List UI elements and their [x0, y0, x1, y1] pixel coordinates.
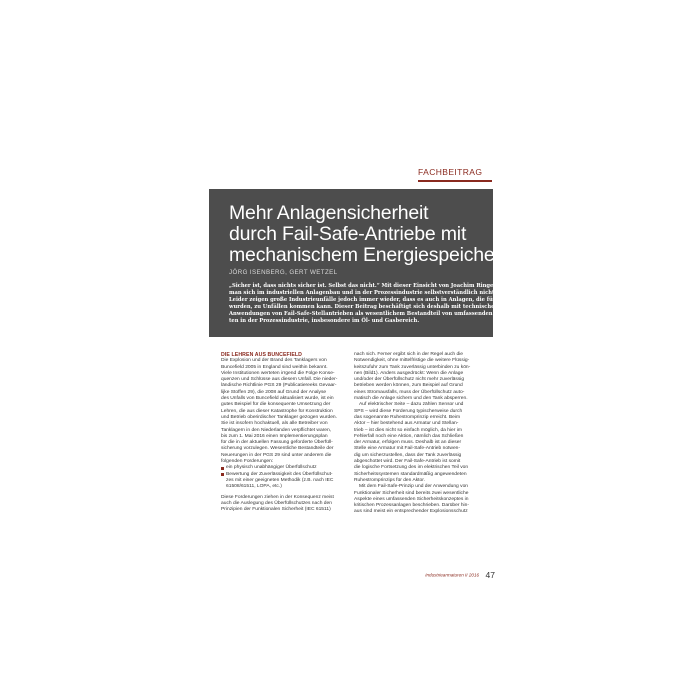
- lead-line: Leider zeigen große Industrieunfälle jedoch immer wieder, dass es auch in Anlagen, die für sicher gehalten: [229, 297, 543, 303]
- text-line: die logische Fortsetzung des im elektrischen Teil von: [354, 465, 469, 471]
- paragraph: [221, 495, 353, 514]
- text-line: Aspekte eines umfassenden Sicherheitskonzeptes in: [354, 496, 469, 502]
- section-heading: DIE LEHREN AUS BUNCEFIELD: [221, 352, 302, 358]
- article-title-line: mechanischem Energiespeicher: [229, 244, 501, 266]
- text-line: eines Stromausfalls, muss der Überfüllschutz auto-: [354, 389, 465, 395]
- body-column-left: [221, 352, 353, 513]
- text-line: das sogenannte Ruhestromprinzip erreicht. Beim: [354, 414, 461, 420]
- text-line: für die in der aktuellen Fassung geforderte Überfüll-: [221, 440, 333, 446]
- text-line: Auf elektrischer Seite – dazu zählen Sensor und: [359, 402, 464, 408]
- article-title: [229, 202, 501, 266]
- text-line: und Betrieb oberirdischer Tanklager gezogen wurden.: [221, 414, 337, 420]
- bullet-list: [221, 465, 353, 490]
- text-line: Stelle eine Armatur mit Fail-Safe-Antrieb notwen-: [354, 446, 461, 452]
- bullet-square-icon: [221, 467, 224, 470]
- bullet-text: zes mit einer geeigneten Methodik (z.B. nach IEC: [226, 477, 334, 483]
- text-line: Mit dem Fail-Safe-Prinzip und der Anwendung von: [359, 484, 469, 490]
- body-column-right: [354, 352, 486, 516]
- text-line: abgeschottet wird. Der Fail-Safe-Antrieb ist somit: [354, 459, 461, 465]
- article-lead: [229, 283, 551, 325]
- paragraph: [354, 402, 486, 484]
- text-line: folgenden Forderungen:: [221, 459, 274, 465]
- text-line: Die Explosion und der Brand des Tanklagers von: [221, 358, 327, 364]
- text-line: Notwendigkeit, ohne mittelfristige die weitere Flüssig-: [354, 358, 470, 364]
- section-tag: FACHBEITRAG: [418, 167, 483, 177]
- text-line: bis zum 1. Mai 2016 einen Implementierungsplan: [221, 433, 328, 439]
- text-line: nach sich. Ferner ergibt sich in der Regel auch die: [354, 352, 464, 357]
- bullet-text: ein physisch unabhängiger Überfüllschutz: [226, 465, 317, 471]
- text-line: ländische Richtlinie PGS 29 (Publicatiereeks Gevaar-: [221, 383, 337, 389]
- text-line: Prinzipien der Funktionalen Sicherheit (IEC 61511): [221, 507, 331, 513]
- text-line: Viele Institutionen werteten irrgend die Folge Konse-: [221, 370, 335, 376]
- text-line: Ruhestromprinzips für den Aktor.: [354, 477, 425, 483]
- text-line: SPS – wird diese Forderung typischerweise durch: [354, 408, 463, 414]
- text-line: lijke Stoffen 29), die 2008 auf Grund der Analyse: [221, 389, 327, 395]
- text-line: betrieben werden können, zum Beispiel auf Grund: [354, 383, 463, 389]
- bullet-square-icon: [221, 473, 224, 476]
- lead-line: wurden, zu Unfällen kommen kann. Dieser Beitrag beschäftigt sich deshalb mit technischen Konzepten und: [229, 304, 544, 310]
- text-line: dig um sicherzustellen, dass der Tank zuverlässig: [354, 452, 462, 458]
- text-line: Sie ist insofern hochaktuell, als alle Betreiber von: [221, 421, 328, 427]
- text-line: keitszufuhr zum Tank zuverlässig unterbinden zu kön-: [354, 364, 471, 370]
- lead-line: „Sicher ist, dass nichts sicher ist. Selbst das nicht.“ Mit dieser Einsicht von Joachim Ringelnatz kann und darf: [229, 283, 551, 289]
- paragraph: [354, 352, 486, 402]
- paragraph: [354, 484, 486, 515]
- text-line: Neuerungen in der PGS 29 sind unter anderem die: [221, 452, 332, 458]
- text-line: trieb – ist dies nicht so einfach möglich, da hier im: [354, 427, 462, 433]
- lead-line: man sich im industriellen Anlagenbau und in der Prozessindustrie selbstverständlich nicht zufrieden geben.: [229, 290, 546, 296]
- text-line: und/oder der Überfüllschutz nicht mehr zuverlässig: [354, 377, 465, 383]
- section-rule: [418, 180, 492, 182]
- article-authors: JÖRG ISENBERG, GERT WETZEL: [229, 269, 338, 276]
- article-title-line: Mehr Anlagensicherheit: [229, 202, 429, 224]
- text-line: auch die Auslegung des Überfüllschutzes nach den: [221, 500, 332, 506]
- paragraph: [221, 358, 353, 465]
- text-line: aus sind meist ein entsprechender Explosionsschutz: [354, 509, 468, 515]
- text-line: Aktor – hier bestehend aus Armatur und Stellan-: [354, 421, 459, 427]
- text-line: Sicherheitssystemen standardmäßig angewendeten: [354, 471, 467, 477]
- text-line: quenzen und Schlüsse aus diesem Unfall. Die nieder-: [221, 377, 338, 383]
- text-line: Funktionaler Sicherheit sind bereits zwei wesentliche: [354, 490, 469, 496]
- page-footer: [420, 566, 495, 584]
- text-line: Buncefield 2005 in England sind weithin bekannt.: [221, 364, 328, 370]
- article-title-line: durch Fail-Safe-Antriebe mit: [229, 223, 467, 245]
- title-block: [209, 189, 551, 337]
- lead-line: ten in der Prozessindustrie, insbesondere im Öl- und Gasbereich.: [229, 318, 420, 324]
- text-line: Diese Forderungen ziehen in der Konsequenz meist: [221, 494, 334, 500]
- bullet-text: 61508/61511, LOPA, etc.): [226, 484, 282, 490]
- lead-line: Anwendungen von Fail-Safe-Stellantrieben als wesentlichem Bestandteil von umfassenden Sicherheitskonzep-: [229, 311, 551, 317]
- text-line: der Armatur, erfolgen muss. Deshalb ist an dieser: [354, 440, 462, 446]
- text-line: nen (Bild1). Anders ausgedrückt: Wenn die Anlage: [354, 370, 464, 376]
- text-line: matisch die Anlage sichern und den Tank absperren.: [354, 396, 468, 402]
- text-line: Lehren, die aus dieser Katastrophe für Konstruktion: [221, 408, 333, 414]
- text-line: kritischen Prozessanlagen beschrieben. Darüber hin-: [354, 503, 469, 509]
- page-number: 47: [485, 569, 495, 580]
- text-line: sicherung vorzulegen. Wesentliche Bestandteile der: [221, 446, 334, 452]
- bullet-text: Bewertung der Zuverlässigkeit des Überfüllschut-: [226, 471, 333, 477]
- text-line: des Unfalls von Buncefield aktualisiert wurde, ist ein: [221, 396, 334, 402]
- text-line: Fehlerfall noch eine Aktion, nämlich das Schließen: [354, 433, 464, 439]
- text-line: Tanklagern in den Niederlanden verpflichtet waren,: [221, 427, 332, 433]
- magazine-name: Industriearmaturen II 2016: [425, 572, 480, 578]
- text-line: gutes Beispiel für die konsequente Umsetzung der: [221, 402, 331, 408]
